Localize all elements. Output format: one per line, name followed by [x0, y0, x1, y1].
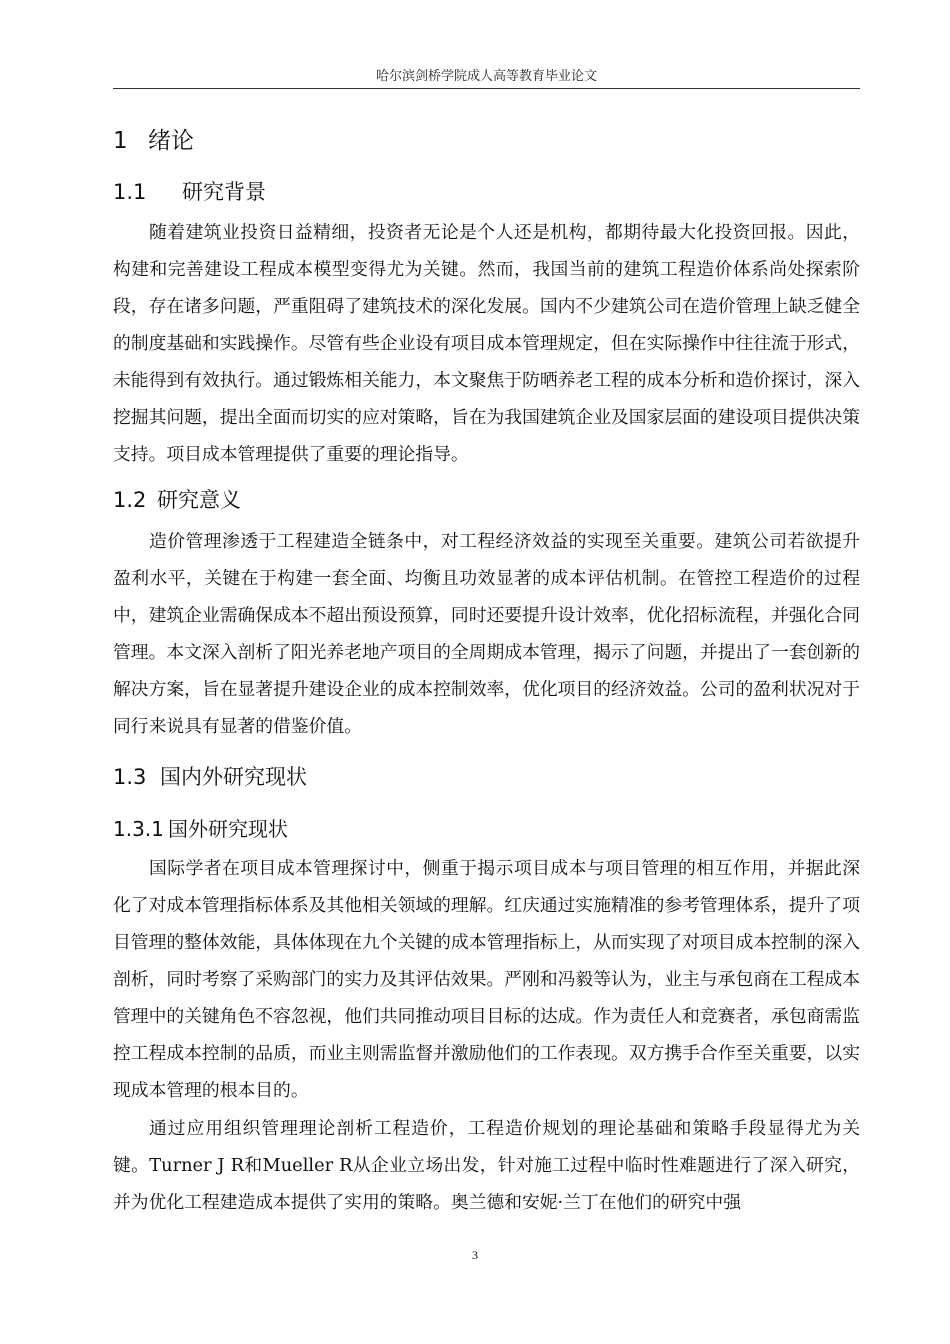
section-number: 1.3	[113, 765, 147, 789]
chapter-number: 1	[113, 128, 128, 154]
paragraph-foreign-research-2: 通过应用组织管理理论剖析工程造价，工程造价规划的理论基础和策略手段显得尤为关键。Turner J R和Mueller R从企业立场出发，针对施工过程中临时性难题进行了深入研究，并为优化工程建造成本提供了实用的策略。奥兰德和安妮·兰丁在他们的研究中强	[113, 1118, 860, 1213]
subsection-number: 1.3.1	[113, 817, 164, 841]
chapter-title: 绪论	[148, 128, 194, 154]
subsection-title: 国外研究现状	[168, 817, 288, 841]
page-number: 3	[472, 1248, 478, 1262]
section-title: 国内外研究现状	[160, 765, 307, 789]
page-header	[113, 60, 860, 89]
section-heading-1-3	[113, 761, 307, 791]
section-title: 研究背景	[182, 180, 266, 204]
subsection-heading-1-3-1	[113, 813, 288, 842]
paragraph-background: 随着建筑业投资日益精细，投资者无论是个人还是机构，都期待最大化投资回报。因此，构建和完善建设工程成本模型变得尤为关键。然而，我国当前的建筑工程造价体系尚处探索阶段，存在诸多问题，严重阻碍了建筑技术的深化发展。国内不少建筑公司在造价管理上缺乏健全的制度基础和实践操作。尽管有些企业设有项目成本管理规定，但在实际操作中往往流于形式，未能得到有效执行。通过锻炼相关能力，本文聚焦于防晒养老工程的成本分析和造价探讨，深入挖掘其问题，提出全面而切实的应对策略，旨在为我国建筑企业及国家层面的建设项目提供决策支持。项目成本管理提供了重要的理论指导。	[113, 222, 860, 465]
header-title: 哈尔滨剑桥学院成人高等教育毕业论文	[375, 69, 597, 84]
section-heading-1-2	[113, 484, 241, 514]
section-heading-1-1	[113, 176, 266, 206]
section-number: 1.1	[113, 180, 147, 204]
paragraph-significance: 造价管理渗透于工程建造全链条中，对工程经济效益的实现至关重要。建筑公司若欲提升盈利水平，关键在于构建一套全面、均衡且功效显著的成本评估机制。在管控工程造价的过程中，建筑企业需确保成本不超出预设预算，同时还要提升设计效率，优化招标流程，并强化合同管理。本文深入剖析了阳光养老地产项目的全周期成本管理，揭示了问题，并提出了一套创新的解决方案，旨在显著提升建设企业的成本控制效率，优化项目的经济效益。公司的盈利状况对于同行来说具有显著的借鉴价值。	[113, 531, 860, 737]
section-number: 1.2	[113, 488, 147, 512]
paragraph-foreign-research-1: 国际学者在项目成本管理探讨中，侧重于揭示项目成本与项目管理的相互作用，并据此深化了对成本管理指标体系及其他相关领域的理解。红庆通过实施精准的参考管理体系，提升了项目管理的整体效能，具体体现在九个关键的成本管理指标上，从而实现了对项目成本控制的深入剖析，同时考察了采购部门的实力及其评估效果。严刚和冯毅等认为，业主与承包商在工程成本管理中的关键角色不容忽视，他们共同推动项目目标的达成。作为责任人和竞赛者，承包商需监控工程成本控制的品质，而业主则需监督并激励他们的工作表现。双方携手合作至关重要，以实现成本管理的根本目的。	[113, 858, 860, 1101]
chapter-heading	[113, 122, 194, 155]
section-title: 研究意义	[157, 488, 241, 512]
